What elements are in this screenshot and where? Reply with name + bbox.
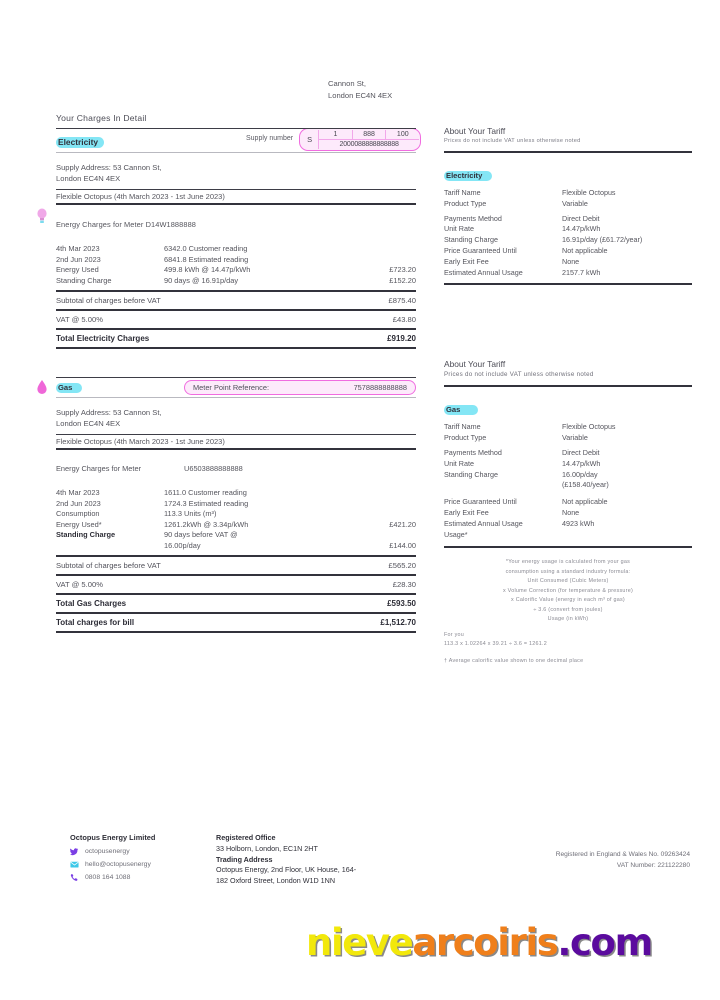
footer-address-block (216, 833, 356, 887)
electricity-total-row (56, 330, 416, 347)
table-row (444, 199, 692, 210)
gas-charge-rows (56, 488, 416, 551)
row-label: 4th Mar 2023 (56, 244, 100, 254)
tariff-value: None (562, 507, 580, 517)
trading-address-line2: 182 Oxford Street, London W1D 1NN (216, 876, 336, 886)
divider (56, 631, 416, 633)
watermark (306, 921, 652, 964)
gas-tariff-badge: Gas (444, 405, 478, 415)
table-row (444, 246, 692, 257)
electricity-total-label: Total Electricity Charges (56, 334, 150, 344)
gas-vat-label: VAT @ 5.00% (56, 580, 103, 590)
tariff-key: Standing Charge (444, 235, 498, 245)
gas-tariff-title: About Your Tariff (444, 359, 506, 370)
tariff-key: Tariff Name (444, 188, 481, 197)
electricity-tariff-subtitle: Prices do not include VAT unless otherwise noted (444, 138, 581, 144)
tariff-key: Usage* (444, 529, 468, 539)
supply-number-label: Supply number (246, 135, 294, 142)
row-amount (354, 530, 416, 541)
electricity-meter-line: Energy Charges for Meter D14W1888888 (56, 219, 196, 229)
email-icon (70, 860, 79, 869)
tariff-value: 2157.7 kWh (562, 267, 601, 277)
electricity-supply-address-line1: Supply Address: 53 Cannon St, (56, 163, 162, 172)
bill-total-row (56, 614, 416, 631)
table-row (444, 530, 692, 541)
footnote-line: x Volume Correction (for temperature & pressure) (502, 587, 634, 594)
tariff-value: Not applicable (562, 497, 608, 507)
gas-supply-address-line2: London EC4N 4EX (56, 419, 121, 429)
row-amount (354, 499, 416, 510)
gas-tariff-rows (444, 422, 692, 540)
charges-title: Your Charges In Detail (56, 113, 147, 123)
tariff-value: Flexible Octopus (562, 422, 616, 432)
tariff-key (444, 480, 562, 491)
row-amount: £421.20 (389, 519, 416, 529)
row-detail: 90 days @ 16.91p/day (164, 275, 239, 285)
gas-total-label: Total Gas Charges (56, 599, 127, 609)
supply-cell-3: 100 (396, 131, 409, 138)
watermark-part3: .com (557, 921, 652, 964)
footer-company-name: Octopus Energy Limited (70, 833, 156, 842)
table-row (444, 508, 692, 519)
tariff-key: Estimated Annual Usage (444, 267, 523, 277)
electricity-plan: Flexible Octopus (4th March 2023 - 1st June 2023) (56, 191, 225, 201)
footer-contact-twitter[interactable] (70, 847, 190, 856)
table-row (444, 459, 692, 470)
table-row (56, 541, 416, 552)
supply-cell-2: 888 (353, 130, 387, 139)
table-row (444, 448, 692, 459)
gas-flame-icon (36, 379, 48, 395)
electricity-vat-row (56, 311, 416, 328)
tariff-value: (£158.40/year) (562, 480, 609, 490)
tariff-key: Early Exit Fee (444, 256, 489, 266)
row-detail: 90 days before VAT @ (164, 530, 238, 540)
tariff-value: 4923 kWh (562, 518, 595, 528)
footer-twitter-handle: octopusenergy (85, 848, 130, 855)
gas-meter-line (56, 464, 416, 475)
electricity-subtotal-row (56, 292, 416, 309)
electricity-vat-label: VAT @ 5.00% (56, 315, 103, 325)
top-address (328, 78, 392, 102)
row-detail: 6841.8 Estimated reading (164, 254, 249, 264)
tariff-key: Standing Charge (444, 469, 498, 479)
footer-company-block (70, 833, 190, 887)
supply-cell-1: 1 (319, 130, 353, 139)
row-detail: 16.00p/day (164, 540, 201, 550)
footnote-line: *Your energy usage is calculated from your gas (505, 559, 631, 566)
row-amount: £144.00 (389, 540, 416, 550)
bill-total-value: £1,512.70 (380, 618, 416, 628)
tariff-value: 16.91p/day (£61.72/year) (562, 235, 643, 245)
gas-subtotal-label: Subtotal of charges before VAT (56, 561, 161, 571)
table-row (56, 265, 416, 276)
tariff-value: 14.47p/kWh (562, 224, 601, 234)
electricity-heading: Electricity (56, 137, 104, 148)
footer-contact-email[interactable] (70, 860, 190, 869)
table-row (444, 214, 692, 225)
registered-office-address: 33 Holborn, London, EC1N 2HT (216, 843, 318, 853)
row-label: 2nd Jun 2023 (56, 498, 101, 508)
gas-tariff-subtitle: Prices do not include VAT unless otherwise noted (444, 371, 594, 379)
gas-total-value: £593.50 (387, 599, 416, 609)
table-row (444, 497, 692, 508)
row-label: Standing Charge (56, 530, 116, 540)
table-row (56, 488, 416, 499)
table-row (444, 433, 692, 444)
footnote-line: consumption using a standard industry formula: (505, 568, 631, 575)
gas-meter-value: U6503888888888 (184, 463, 243, 473)
row-detail: 1611.0 Customer reading (164, 488, 247, 498)
electricity-tariff-badge: Electricity (444, 171, 492, 181)
tariff-value: Not applicable (562, 245, 608, 255)
electricity-vat-value: £43.80 (392, 315, 416, 325)
tariff-value: Direct Debit (562, 213, 600, 223)
row-label: Standing Charge (56, 275, 112, 285)
meter-point-reference-box (184, 380, 416, 395)
tariff-value (562, 530, 692, 541)
tariff-key: Price Guaranteed Until (444, 497, 517, 507)
gas-usage-footnote (444, 558, 692, 624)
footnote-line: Unit Consumed (Cubic Meters) (527, 578, 609, 585)
footnote-for-you-label: For you (444, 631, 465, 638)
row-label: Energy Used (56, 265, 99, 275)
footer-email-address: hello@octopusenergy (85, 861, 151, 868)
table-row (444, 224, 692, 235)
gas-vat-row (56, 576, 416, 593)
tariff-key: Unit Rate (444, 224, 474, 234)
gas-supply-address-line1: Supply Address: 53 Cannon St, (56, 408, 162, 418)
bill-total-label: Total charges for bill (56, 618, 135, 628)
footer-contact-phone[interactable] (70, 873, 190, 882)
trading-address-heading: Trading Address (216, 854, 273, 864)
row-amount (354, 488, 416, 499)
row-amount (354, 509, 416, 520)
electricity-charge-rows (56, 244, 416, 286)
table-row (444, 268, 692, 279)
row-detail: 499.8 kWh @ 14.47p/kWh (164, 265, 251, 275)
trading-address-line1: Octopus Energy, 2nd Floor, UK House, 164- (216, 865, 357, 875)
electricity-tariff-title: About Your Tariff (444, 126, 506, 136)
table-row (444, 422, 692, 433)
tariff-key: Product Type (444, 198, 487, 208)
footer-phone-number: 0808 164 1088 (85, 874, 131, 881)
tariff-key: Payments Method (444, 213, 502, 223)
tariff-value: None (562, 256, 580, 266)
electricity-supply-address (56, 162, 416, 185)
gas-supply-address (56, 407, 416, 430)
tariff-value: 14.47p/kWh (562, 458, 601, 468)
table-row (444, 480, 692, 491)
electricity-subtotal-value: £875.40 (388, 296, 416, 306)
footnote-line: x Calorific Value (energy in each m³ of gas) (511, 597, 625, 604)
twitter-icon (70, 847, 79, 856)
row-detail: 113.3 Units (m³) (164, 509, 217, 519)
table-row (444, 188, 692, 199)
tariff-key: Payments Method (444, 447, 502, 457)
table-row (444, 519, 692, 530)
row-label: 2nd Jun 2023 (56, 254, 101, 264)
row-detail: 1724.3 Estimated reading (164, 498, 249, 508)
top-address-line1: Cannon St, (328, 79, 366, 88)
table-row (56, 530, 416, 541)
row-label: 4th Mar 2023 (56, 488, 100, 498)
tariff-column (444, 126, 692, 667)
row-amount: £723.20 (389, 265, 416, 275)
tariff-key: Estimated Annual Usage (444, 518, 523, 528)
supply-prefix: S (301, 130, 319, 149)
electricity-supply-address-line2: London EC4N 4EX (56, 174, 121, 184)
table-row (56, 509, 416, 520)
tariff-key: Tariff Name (444, 422, 481, 432)
row-detail: 1261.2kWh @ 3.34p/kWh (164, 519, 249, 529)
gas-meter-label: Energy Charges for Meter (56, 463, 142, 473)
tariff-value: Variable (562, 198, 588, 208)
mpr-label: Meter Point Reference: (193, 383, 269, 393)
company-registration-number: Registered in England & Wales No. 09263424 (555, 851, 690, 858)
gas-plan: Flexible Octopus (4th March 2023 - 1st June 2023) (56, 436, 225, 446)
electricity-subtotal-label: Subtotal of charges before VAT (56, 296, 161, 306)
table-row (444, 470, 692, 481)
row-label: Energy Used* (56, 519, 102, 529)
tariff-value: 16.00p/day (562, 469, 598, 479)
row-detail: 6342.0 Customer reading (164, 244, 248, 254)
table-row (56, 255, 416, 266)
mpr-value: 7578888888888 (353, 383, 407, 393)
gas-subtotal-row (56, 557, 416, 574)
electricity-tariff-rows (444, 188, 692, 278)
row-amount: £152.20 (389, 275, 416, 285)
row-label: Consumption (56, 509, 100, 519)
tariff-key: Price Guaranteed Until (444, 245, 517, 255)
gas-vat-value: £28.30 (392, 580, 416, 590)
footnote-line: Usage (in kWh) (547, 616, 589, 623)
tariff-key: Product Type (444, 433, 487, 443)
footnote-line: ÷ 3.6 (convert from joules) (533, 606, 603, 613)
registered-office-heading: Registered Office (216, 833, 276, 842)
footnote-for-you (444, 631, 692, 650)
watermark-part1: nieve (306, 921, 413, 964)
tariff-key: Unit Rate (444, 458, 474, 468)
gas-subtotal-value: £565.20 (388, 561, 416, 571)
table-row (444, 257, 692, 268)
gas-total-row (56, 595, 416, 612)
table-row (444, 235, 692, 246)
footnote-for-you-formula: 113.3 x 1.02264 x 39.21 ÷ 3.6 = 1261.2 (444, 640, 548, 647)
watermark-part2: arcoiris (412, 921, 558, 964)
charges-column (56, 128, 416, 633)
table-row (56, 520, 416, 531)
top-address-line2: London EC4N 4EX (328, 90, 393, 100)
table-row (56, 499, 416, 510)
gas-heading: Gas (56, 383, 82, 393)
lightbulb-icon (36, 208, 48, 224)
footer-registration-block (556, 850, 690, 871)
page-footer (70, 833, 356, 887)
tariff-key: Early Exit Fee (444, 507, 489, 517)
electricity-total-value: £919.20 (387, 334, 416, 344)
supply-long-number: 2000088888888888 (339, 141, 399, 148)
phone-icon (70, 873, 79, 882)
table-row (56, 244, 416, 255)
tariff-value: Direct Debit (562, 447, 600, 457)
table-row (56, 276, 416, 287)
row-label (56, 541, 164, 552)
row-amount (354, 244, 416, 255)
tariff-value: Variable (562, 433, 588, 443)
tariff-value: Flexible Octopus (562, 188, 616, 197)
row-amount (354, 255, 416, 266)
footnote-calorific-note: † Average calorific value shown to one decimal place (444, 658, 584, 665)
vat-number: VAT Number: 221122280 (616, 861, 690, 869)
